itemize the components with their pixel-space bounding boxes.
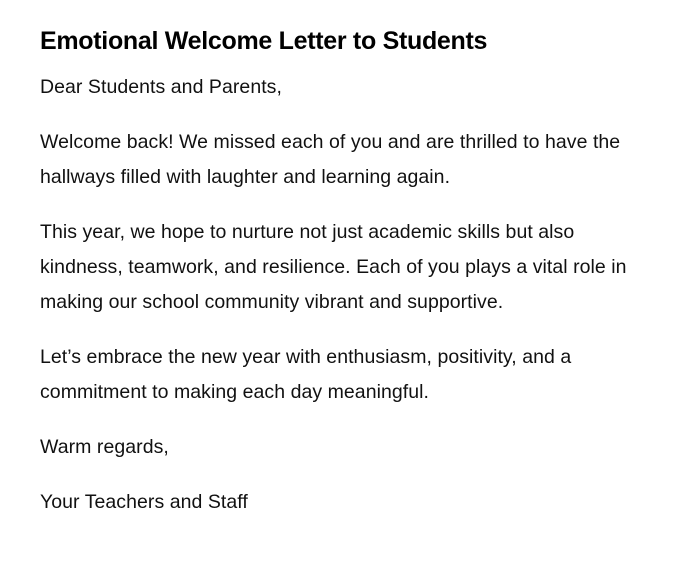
letter-paragraph-welcome: Welcome back! We missed each of you and are thrilled to have the hallways filled with laughter and learning again.: [40, 131, 621, 188]
letter-signature: Your Teachers and Staff: [40, 491, 248, 513]
letter-closing: Warm regards,: [40, 436, 169, 458]
letter-greeting: Dear Students and Parents,: [40, 76, 282, 98]
letter-paragraph-embrace: Let’s embrace the new year with enthusiasm, positivity, and a commitment to making each day meaningful.: [40, 346, 572, 403]
letter-paragraph-goals: This year, we hope to nurture not just academic skills but also kindness, teamwork, and resilience. Each of you plays a vital role in making our school community vibrant and supportive.: [40, 221, 627, 313]
letter-document: [40, 24, 640, 540]
letter-title: Emotional Welcome Letter to Students: [40, 27, 488, 55]
